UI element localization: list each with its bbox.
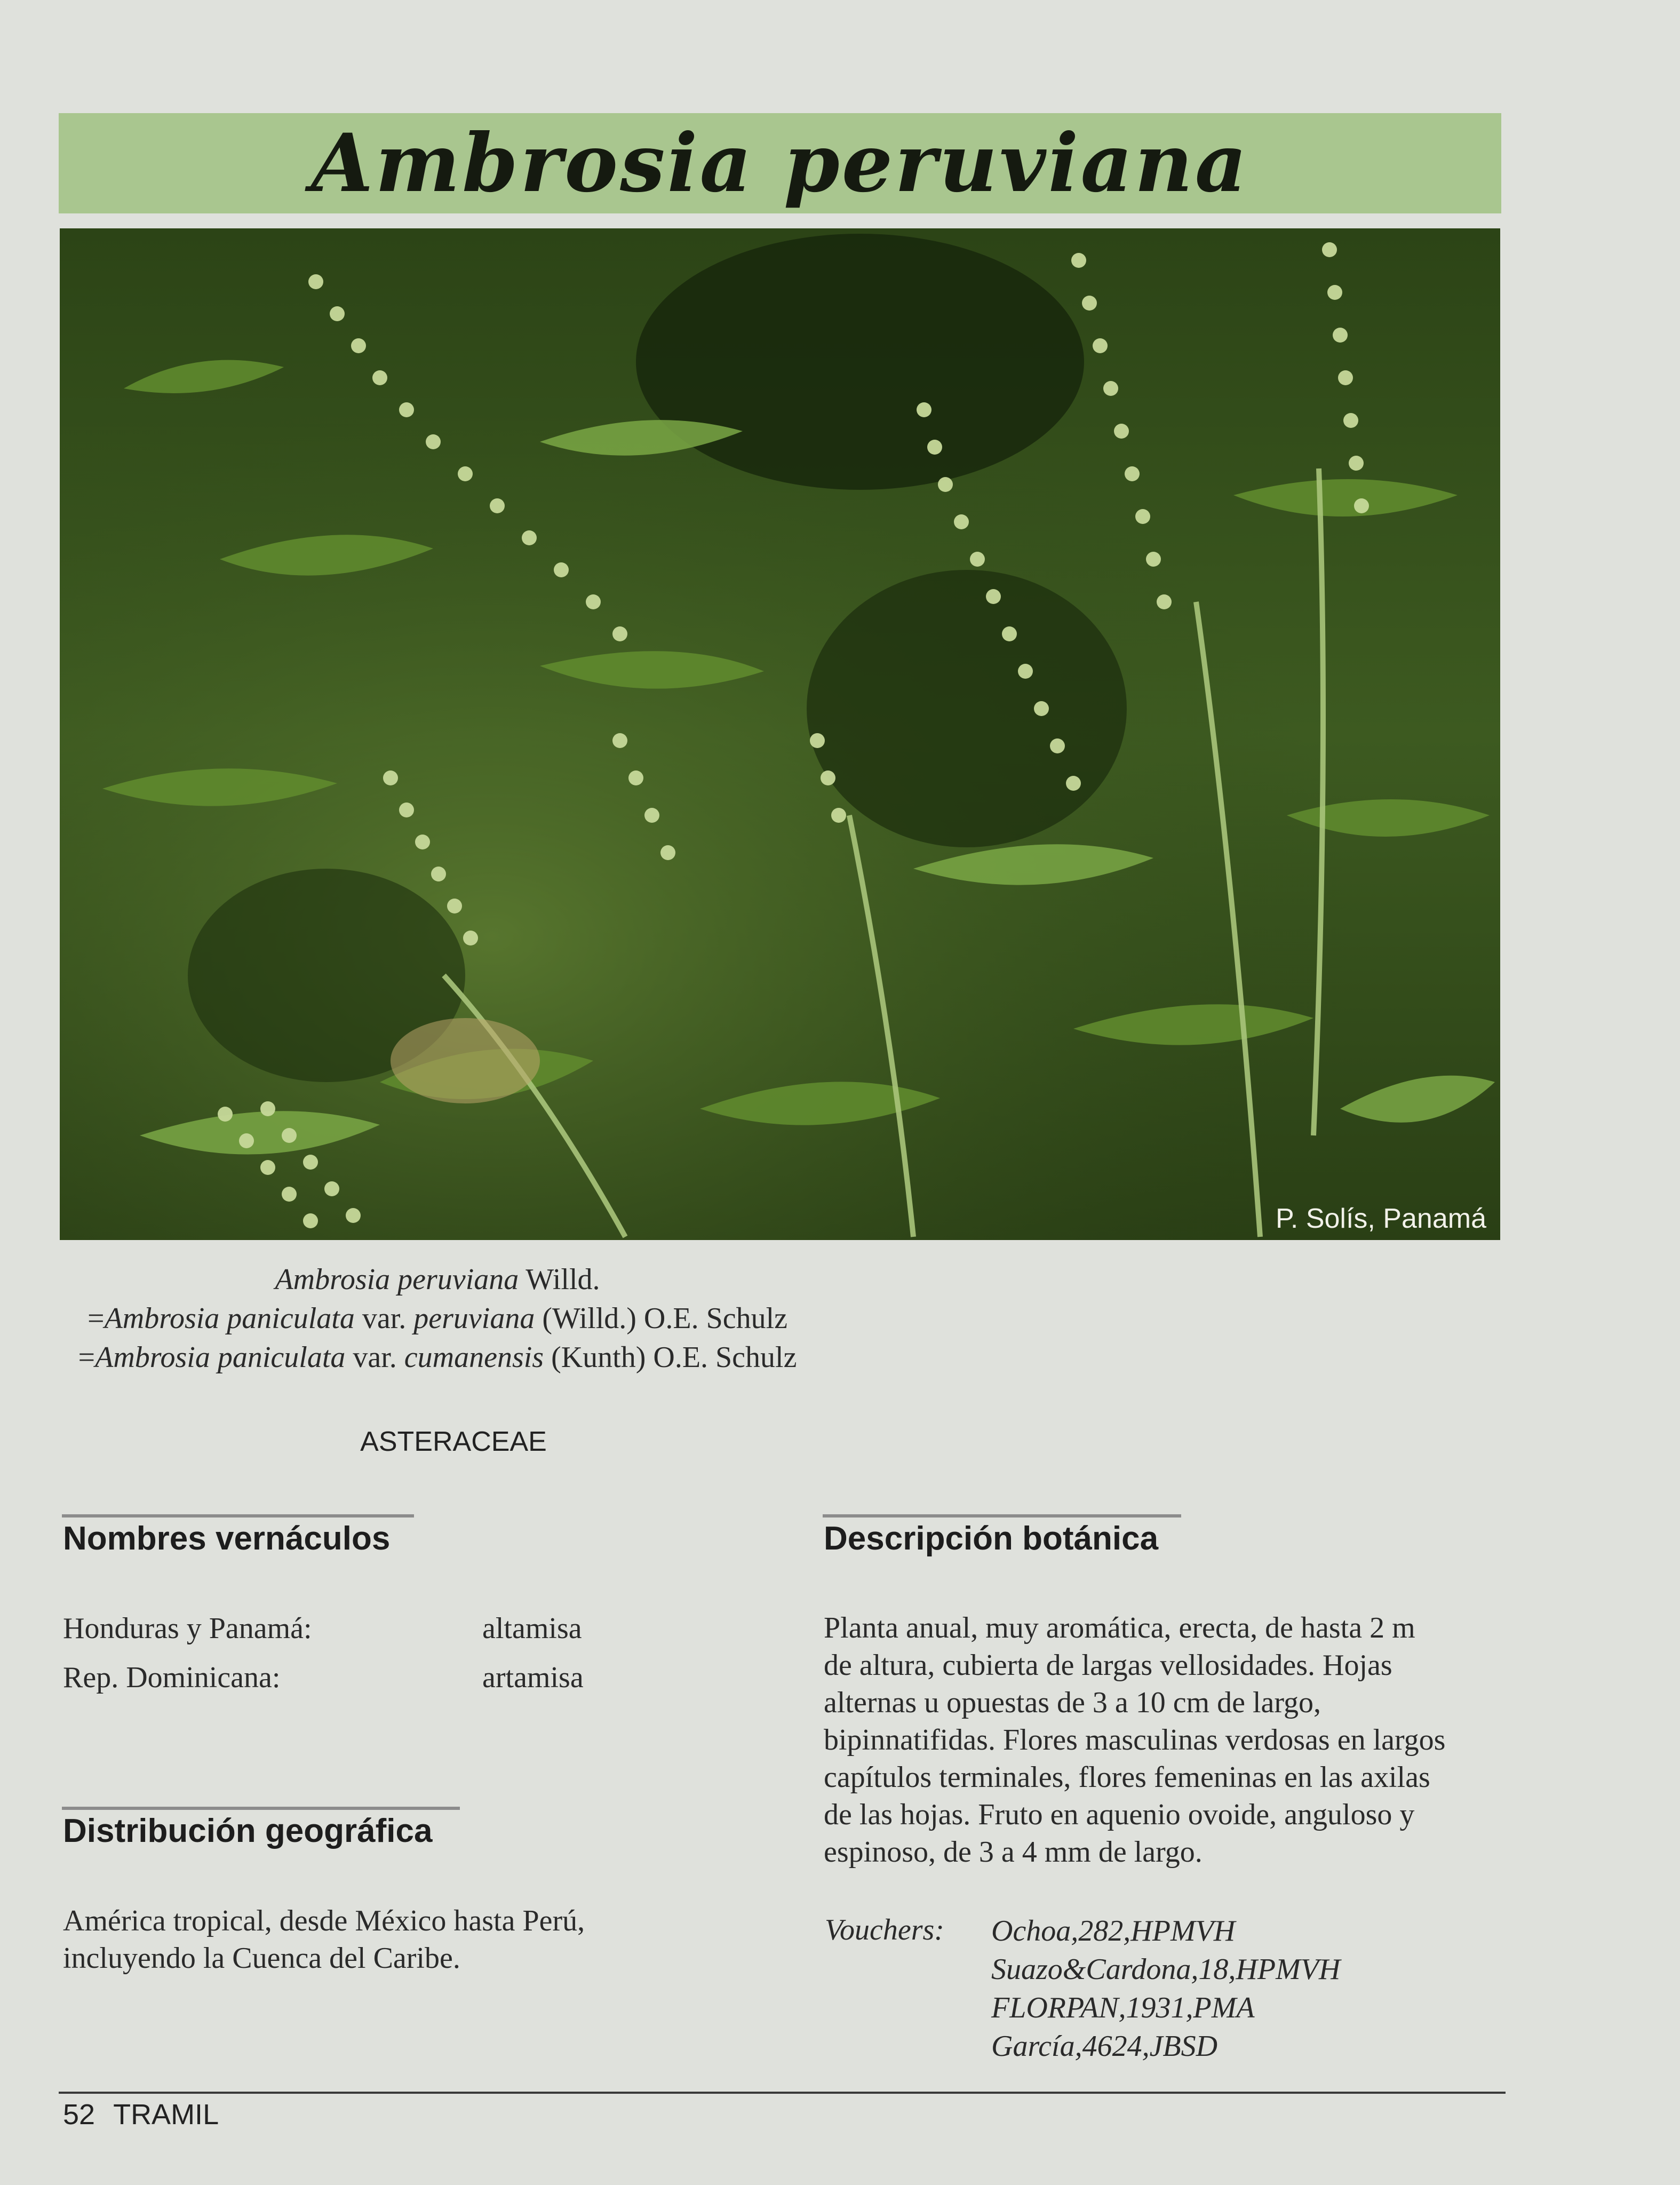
voucher-item: FLORPAN,1931,PMA [991, 1991, 1255, 2024]
vernacular-name: artamisa [482, 1661, 584, 1694]
vernacular-name: altamisa [482, 1612, 582, 1645]
description-line: de altura, cubierta de largas vellosidades. Hojas [824, 1649, 1392, 1682]
vernacular-region: Honduras y Panamá: [63, 1612, 312, 1645]
description-line: de las hojas. Fruto en aquenio ovoide, anguloso y [824, 1798, 1415, 1831]
vouchers-label: Vouchers: [825, 1913, 944, 1946]
section-rule [823, 1514, 1181, 1517]
description-line: Planta anual, muy aromática, erecta, de hasta 2 m [824, 1611, 1415, 1644]
synonym-variety: cumanensis [404, 1341, 544, 1374]
plant-family: ASTERACEAE [360, 1426, 547, 1457]
synonym-genus-species: Ambrosia paniculata [95, 1341, 346, 1374]
plant-photo-image [60, 228, 1500, 1240]
photo-credit: P. Solís, Panamá [1275, 1203, 1486, 1234]
description-line: alternas u opuestas de 3 a 10 cm de largo, [824, 1686, 1321, 1719]
synonym-author: (Willd.) O.E. Schulz [535, 1302, 787, 1335]
synonym-rank: var. [354, 1302, 414, 1335]
synonym-author: (Kunth) O.E. Schulz [544, 1341, 797, 1374]
synonym-prefix: = [87, 1302, 105, 1335]
species-author: Willd. [519, 1263, 600, 1296]
voucher-item: García,4624,JBSD [991, 2030, 1218, 2063]
description-line: espinoso, de 3 a 4 mm de largo. [824, 1836, 1203, 1869]
page-footer [63, 2098, 237, 2131]
scientific-synonym-2 [43, 1338, 832, 1377]
vernacular-heading: Nombres vernáculos [63, 1520, 391, 1557]
title-band [59, 113, 1501, 213]
synonym-genus-species: Ambrosia paniculata [104, 1302, 355, 1335]
section-rule [62, 1514, 414, 1517]
footer-rule [59, 2092, 1506, 2094]
distribution-line: incluyendo la Cuenca del Caribe. [63, 1942, 460, 1975]
description-line: capítulos terminales, flores femeninas en las axilas [824, 1761, 1430, 1794]
distribution-line: América tropical, desde México hasta Perú, [63, 1904, 585, 1937]
section-rule [62, 1807, 460, 1810]
synonym-rank: var. [345, 1341, 404, 1374]
publisher-name: TRAMIL [113, 2099, 219, 2131]
species-title: Ambrosia peruviana [311, 116, 1249, 210]
description-heading: Descripción botánica [824, 1520, 1159, 1557]
description-text [824, 1609, 1445, 1871]
scientific-synonym-1 [43, 1299, 832, 1338]
synonym-variety: peruviana [413, 1302, 535, 1335]
synonym-prefix: = [78, 1341, 95, 1374]
distribution-heading: Distribución geográfica [63, 1813, 433, 1849]
species-name-italic: Ambrosia peruviana [275, 1263, 519, 1296]
description-line: bipinnatifidas. Flores masculinas verdosas en largos [824, 1723, 1446, 1757]
plant-photo [60, 228, 1500, 1240]
page-number: 52 [63, 2099, 95, 2131]
voucher-item: Suazo&Cardona,18,HPMVH [991, 1953, 1341, 1986]
vernacular-region: Rep. Dominicana: [63, 1661, 281, 1694]
voucher-item: Ochoa,282,HPMVH [991, 1914, 1236, 1948]
scientific-name-primary [43, 1260, 832, 1299]
distribution-text [63, 1902, 585, 1977]
